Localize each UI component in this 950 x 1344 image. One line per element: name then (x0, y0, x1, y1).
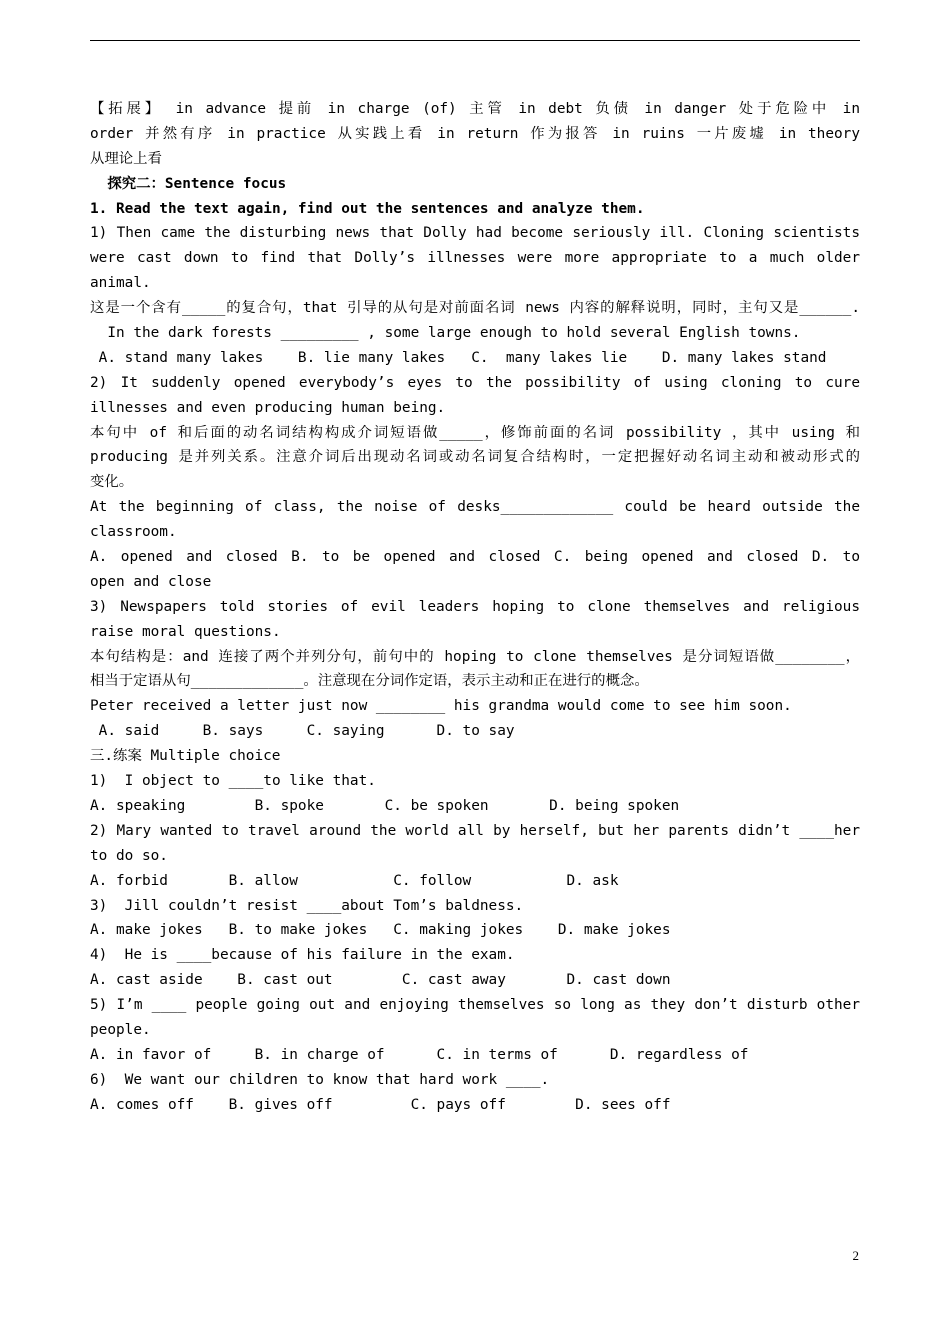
text-line: A. comes off B. gives off C. pays off D. sees off (90, 1096, 671, 1113)
text-line: 相当于定语从句_____________。注意现在分词作定语，表示主动和正在进行的概念。 (90, 673, 649, 690)
text-line: 6) We want our children to know that hard work ____. (90, 1071, 550, 1088)
document-body (90, 97, 860, 1118)
text-line: 1) Then came the disturbing news that Dolly had become seriously ill. Cloning scientists (90, 225, 860, 242)
text-line: 本句结构是：and 连接了两个并列分句，前句中的 hoping to clone themselves 是分词短语做________， (90, 648, 860, 665)
text-line: 从理论上看 (90, 150, 162, 167)
text-line: Peter received a letter just now ________ his grandma would come to see him soon. (90, 698, 792, 715)
text-line: 2) It suddenly opened everybody’s eyes to the possibility of using cloning to cure (90, 374, 860, 391)
text-line: 1. Read the text again, find out the sentences and analyze them. (90, 200, 645, 217)
text-line: raise moral questions. (90, 623, 281, 640)
text-line: A. said B. says C. saying D. to say (90, 723, 515, 740)
text-line: 4) He is ____because of his failure in the exam. (90, 947, 515, 964)
text-line: order 并然有序 in practice 从实践上看 in return 作为报答 in ruins 一片废墟 in theory (90, 125, 860, 142)
text-line: 三.练案 Multiple choice (90, 748, 281, 765)
text-line: 3) Newspapers told stories of evil leaders hoping to clone themselves and religious (90, 598, 860, 615)
text-line: A. cast aside B. cast out C. cast away D. cast down (90, 972, 671, 989)
text-line: to do so. (90, 847, 168, 864)
text-line: people. (90, 1021, 151, 1038)
text-line: producing 是并列关系。注意介词后出现动名词或动名词复合结构时，一定把握好动名词主动和被动形式的 (90, 449, 860, 466)
text-line: A. opened and closed B. to be opened and closed C. being opened and closed D. to (90, 549, 860, 566)
text-line: classroom. (90, 524, 177, 541)
text-line: 变化。 (90, 474, 134, 491)
text-line: 【拓展】 in advance 提前 in charge (of) 主管 in debt 负债 in danger 处于危险中 in (90, 101, 860, 117)
text-line: A. make jokes B. to make jokes C. making jokes D. make jokes (90, 922, 671, 939)
text-line: were cast down to find that Dolly’s illnesses were more appropriate to a much older (90, 250, 860, 267)
text-line: 3) Jill couldn’t resist ____about Tom’s baldness. (90, 897, 524, 914)
text-line: 2) Mary wanted to travel around the world all by herself, but her parents didn’t ____her (90, 822, 860, 839)
text-line: A. in favor of B. in charge of C. in terms of D. regardless of (90, 1046, 749, 1063)
text-line: A. speaking B. spoke C. be spoken D. being spoken (90, 797, 680, 814)
page-number: 2 (852, 1248, 859, 1263)
text-line: In the dark forests _________ , some large enough to hold several English towns. (90, 325, 801, 342)
text-line: 探究二：Sentence focus (90, 175, 287, 192)
text-line: 本句中 of 和后面的动名词结构构成介词短语做_____，修饰前面的名词 possibility ，其中 using 和 (90, 424, 860, 441)
text-line: A. forbid B. allow C. follow D. ask (90, 872, 619, 889)
text-line: At the beginning of class, the noise of desks_____________ could be heard outside the (90, 499, 860, 516)
text-line: 5) I’m ____ people going out and enjoying themselves so long as they don’t disturb other (90, 997, 860, 1014)
text-line: animal. (90, 275, 151, 292)
text-line: illnesses and even producing human being. (90, 399, 446, 416)
text-line: A. stand many lakes B. lie many lakes C. many lakes lie D. many lakes stand (90, 349, 827, 366)
text-line: open and close (90, 573, 212, 590)
text-line: 这是一个含有_____的复合句，that 引导的从句是对前面名词 news 内容的解释说明，同时，主句又是______. (90, 300, 860, 317)
header-rule (90, 40, 860, 41)
text-line: 1) I object to ____to like that. (90, 773, 376, 790)
